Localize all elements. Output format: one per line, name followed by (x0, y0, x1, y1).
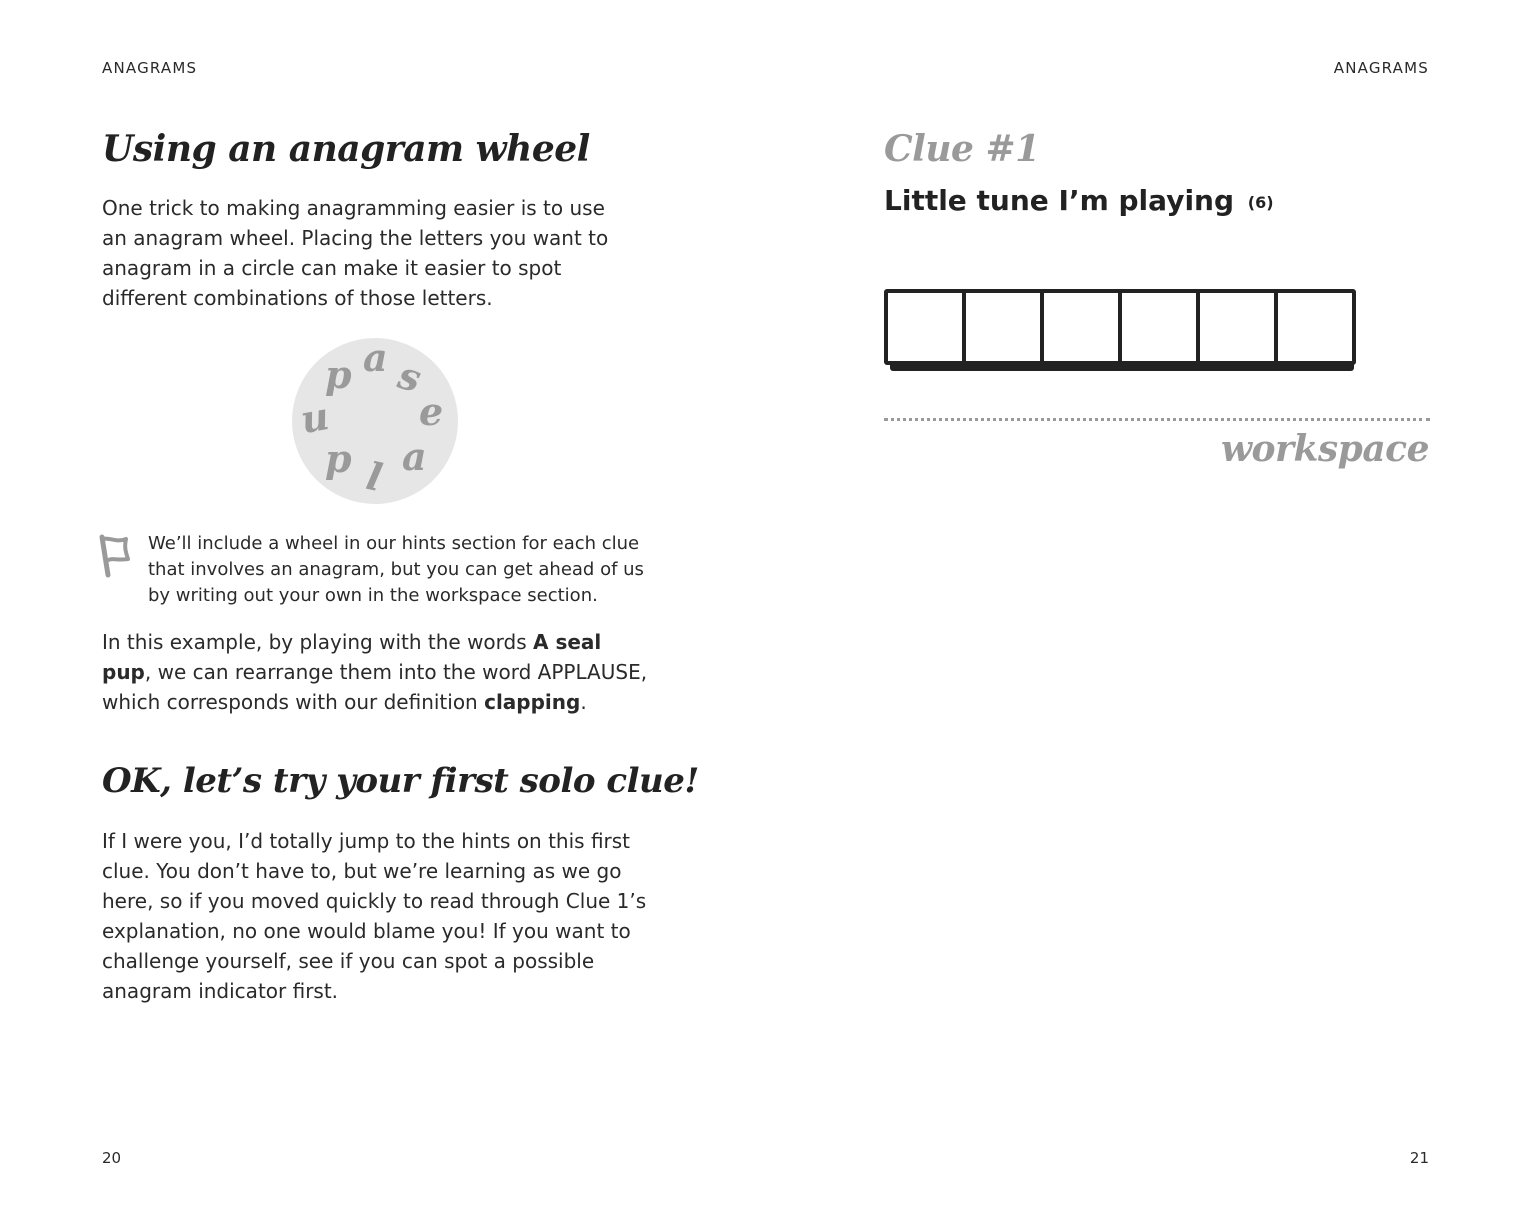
page-number-right: 21 (1409, 1149, 1429, 1167)
answer-cell[interactable] (1200, 293, 1278, 361)
wheel-letter: p (325, 352, 352, 397)
example-text: . (580, 690, 587, 714)
clue-text: Little tune I’m playing (884, 184, 1235, 217)
answer-grid-cells (884, 289, 1356, 365)
intro-paragraph: One trick to making anagramming easier is to use an anagram wheel. Placing the letters you want to anagram in a circle can make it easier to spot different combinations of those letters. (102, 196, 609, 310)
definition-bold-word: clapping (484, 690, 581, 714)
wheel-letter: e (419, 389, 444, 434)
answer-grid[interactable] (884, 289, 1350, 369)
example-bold-phrase: A seal pup (102, 630, 602, 684)
workspace-label: workspace (1220, 428, 1429, 470)
wheel-letter: l (362, 453, 387, 501)
example-paragraph (102, 627, 650, 717)
section-heading-anagram-wheel: Using an anagram wheel (102, 128, 590, 170)
answer-cell[interactable] (966, 293, 1044, 361)
page-number-left: 20 (102, 1149, 122, 1167)
answer-cell[interactable] (1278, 293, 1352, 361)
answer-cell[interactable] (1044, 293, 1122, 361)
anagram-wheel (292, 335, 458, 504)
clue-length: (6) (1247, 193, 1274, 212)
hint-note: We’ll include a wheel in our hints section for each clue that involves an anagram, but you can get ahead of us by writing out your own in the workspace section. (148, 533, 644, 606)
example-text: , we can rearrange them into the word APPLAUSE, which corresponds with our definition (102, 660, 648, 714)
wheel-letter: a (402, 434, 427, 479)
closing-paragraph: If I were you, I’d totally jump to the hints on this first clue. You don’t have to, but we’re learning as we go here, so if you moved quickly to read through Clue 1’s explanation, no one would blame you! If you want to challenge yourself, see if you can spot a possible anagram indicator first. (102, 829, 647, 1003)
running-head-left: ANAGRAMS (102, 59, 198, 77)
wheel-letter: u (297, 392, 333, 443)
clue-line (884, 184, 1274, 217)
answer-cell[interactable] (1122, 293, 1200, 361)
clue-label: Clue #1 (884, 128, 1040, 170)
wheel-letter: p (325, 436, 352, 481)
flag-icon (94, 533, 134, 579)
running-head-right: ANAGRAMS (1333, 59, 1429, 77)
wheel-letter: s (393, 352, 426, 402)
answer-cell[interactable] (888, 293, 966, 361)
workspace-divider (884, 418, 1430, 421)
example-text: In this example, by playing with the words (102, 630, 534, 654)
section-heading-first-solo-clue: OK, let’s try your first solo clue! (102, 761, 699, 801)
wheel-letter: a (363, 335, 388, 380)
